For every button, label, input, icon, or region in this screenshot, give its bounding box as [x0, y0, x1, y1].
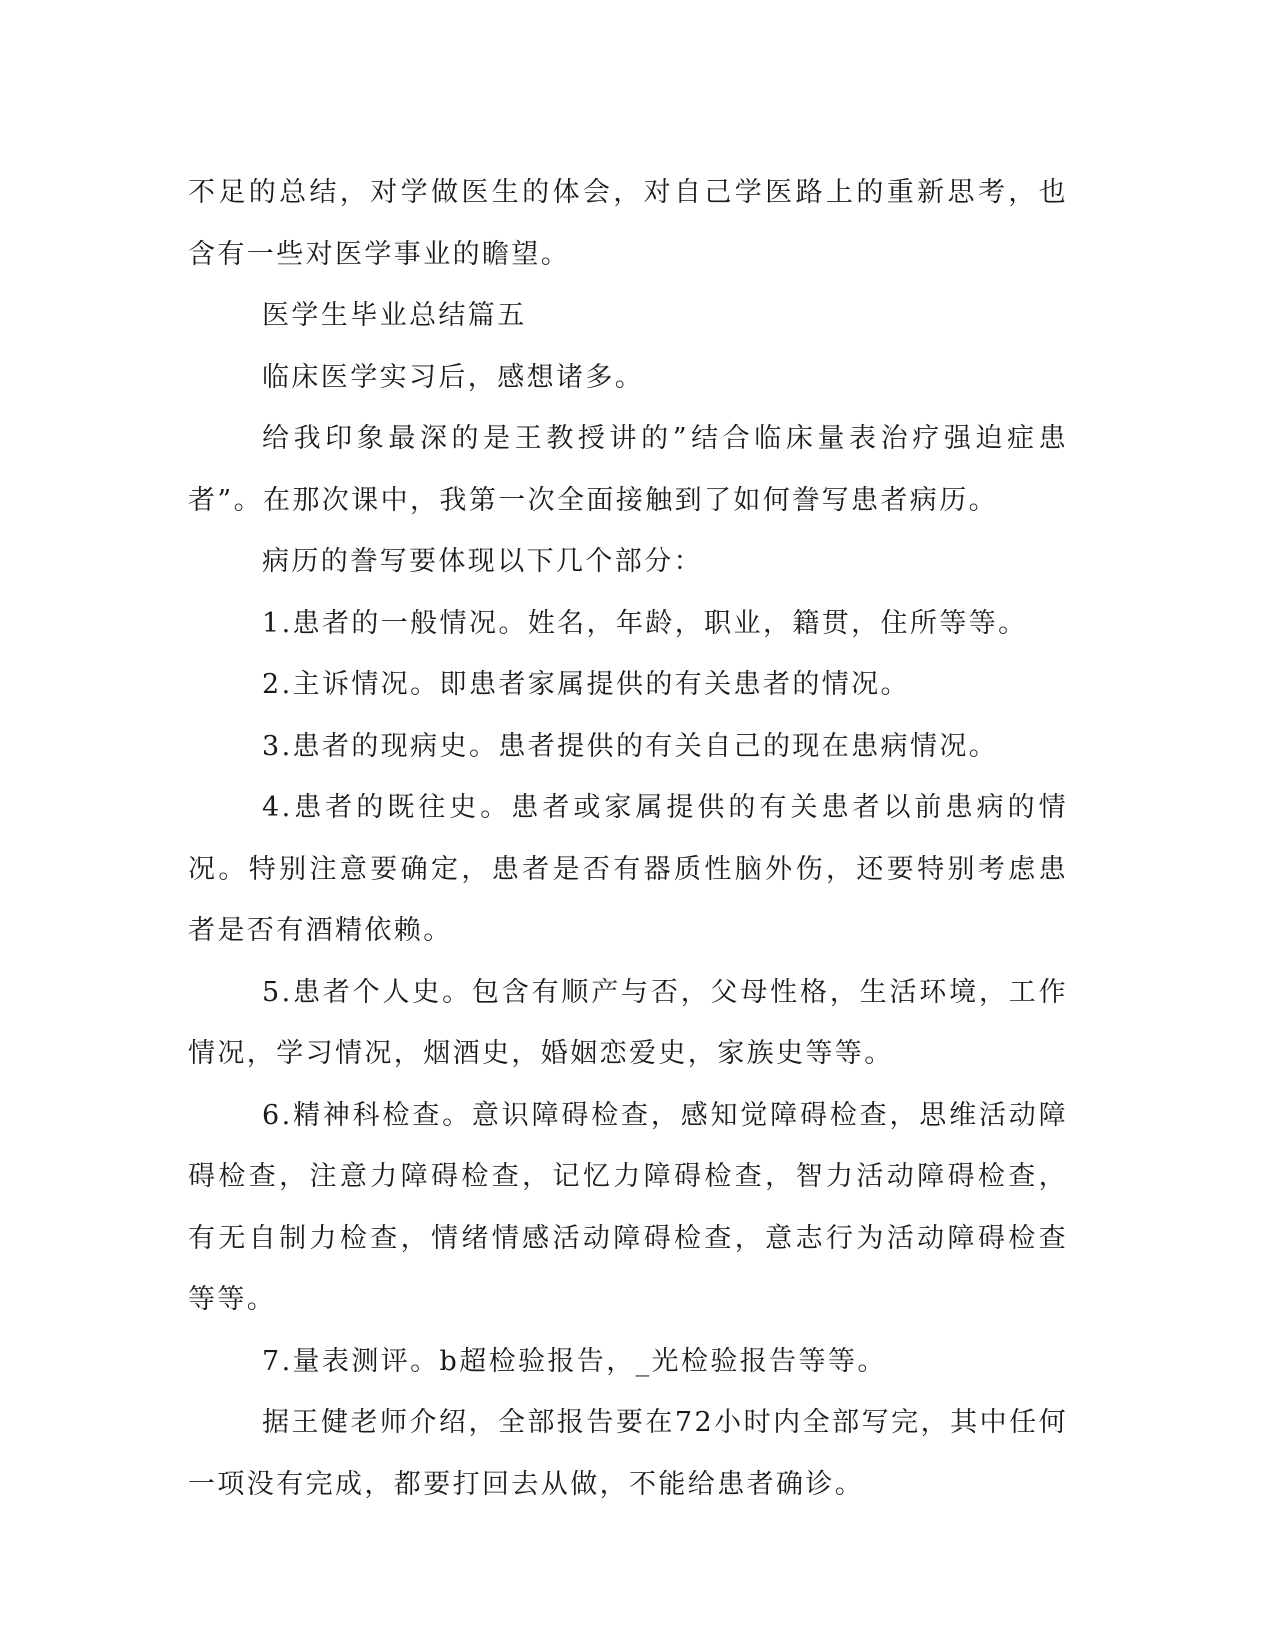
list-item: 6.精神科检查。意识障碍检查，感知觉障碍检查，思维活动障碍检查，注意力障碍检查，记忆力障碍检查，智力活动障碍检查，有无自制力检查，情绪情感活动障碍检查，意志行为活动障碍检查等等。 [188, 1099, 1068, 1315]
paragraph: 不足的总结，对学做医生的体会，对自己学医路上的重新思考，也含有一些对医学事业的瞻望。 [188, 177, 1068, 270]
section-heading: 医学生毕业总结篇五 [262, 300, 527, 331]
document-body [188, 162, 1068, 1515]
paragraph: 临床医学实习后，感想诸多。 [262, 361, 645, 393]
list-item: 3.患者的现病史。患者提供的有关自己的现在患病情况。 [262, 730, 999, 762]
list-item: 2.主诉情况。即患者家属提供的有关患者的情况。 [262, 669, 910, 700]
list-item: 7.量表测评。b超检验报告，_光检验报告等等。 [262, 1345, 887, 1377]
list-item: 1.患者的一般情况。姓名，年龄，职业，籍贯，住所等等。 [262, 607, 1028, 639]
list-item: 5.患者个人史。包含有顺产与否，父母性格，生活环境，工作情况，学习情况，烟酒史，婚姻恋爱史，家族史等等。 [188, 976, 1068, 1069]
list-item: 4.患者的既往史。患者或家属提供的有关患者以前患病的情况。特别注意要确定，患者是否有器质性脑外伤，还要特别考虑患者是否有酒精依赖。 [188, 792, 1068, 946]
paragraph: 病历的誊写要体现以下几个部分： [262, 546, 703, 577]
paragraph: 据王健老师介绍，全部报告要在72小时内全部写完，其中任何一项没有完成，都要打回去从做，不能给患者确诊。 [188, 1407, 1068, 1500]
paragraph: 给我印象最深的是王教授讲的”结合临床量表治疗强迫症患者”。在那次课中，我第一次全面接触到了如何誊写患者病历。 [188, 423, 1068, 516]
